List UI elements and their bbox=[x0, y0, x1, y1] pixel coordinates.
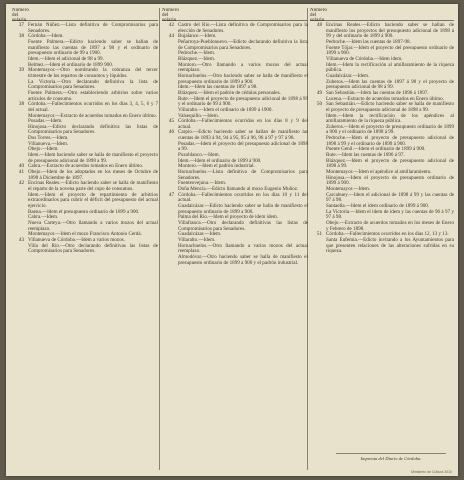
list-item bbox=[310, 23, 454, 40]
entry-text: Encinas Reales.—Edicto haciendo saber se halla de manifiesto el reparto de la novena parte del cupo de consumos. bbox=[28, 180, 158, 193]
entry-text: Hornachuelos.—Lista definitiva de Compromisarios para Senadores. bbox=[178, 169, 308, 181]
entry-text: Fernán Núñez.—Lista definitiva de Compromisarios para Senadores. bbox=[28, 22, 158, 34]
entry-text: Idem.—Idem la rectificación de los apéndices al amillaramiento de la riqueza pública. bbox=[326, 112, 454, 125]
entry-text: Carcabuey.—Idem el adicional de 1898 á 99 y las cuentas de 97 á 98. bbox=[326, 191, 454, 204]
column-header: Número del solario bbox=[162, 8, 308, 21]
entry-text: Montemayor.—Otro nombrando la cobranza del tercer trimestre de los repartos de consumos y líquidos. bbox=[28, 67, 158, 79]
entries-list bbox=[12, 23, 158, 255]
issue-number: 39 bbox=[18, 67, 24, 74]
entry-text: Dos Torres.—Idem. bbox=[28, 135, 69, 142]
entry-text: Blázquez.—Idem. bbox=[178, 55, 216, 62]
entry-text: Córdoba.—Idem. bbox=[28, 33, 64, 40]
printer-imprint: Imprenta del Diario de Córdoba. bbox=[336, 453, 446, 461]
issue-number: 38 bbox=[18, 33, 24, 40]
entry-text: Córdoba.—Fallecimientos ocurridos en los días 12, 13 y 13. bbox=[326, 231, 449, 238]
entry-text: Valsequillo.—Idem. bbox=[178, 112, 220, 119]
entry-text: Hornachuelos.—Otro llamando a varios mozos del actual reemplazo. bbox=[178, 242, 308, 255]
issue-number: 41 bbox=[18, 169, 24, 176]
entry-text: La Victoria.—Otro declarando definitiva la lista de Compromisarios para Senadores. bbox=[28, 78, 158, 91]
entry-text: Rute.—Idem las cuentas de 1896 á 97. bbox=[326, 152, 405, 159]
entry-text: Idem.—Idem la rectificación al amillaramiento de la riqueza pública. bbox=[326, 61, 454, 74]
index-column-3 bbox=[310, 8, 454, 474]
issue-number: 37 bbox=[18, 22, 24, 28]
issue-number: 42 bbox=[168, 22, 174, 28]
entry-text: Villaralto.—Idem. bbox=[178, 236, 216, 243]
column-header: Número del solario bbox=[310, 8, 454, 21]
entry-text: Doña Mencía.—Edicto llamando al mozo Eugenio Muñoz. bbox=[178, 186, 299, 193]
list-item bbox=[12, 40, 158, 57]
entries-list bbox=[310, 23, 454, 255]
entry-text: Nueva Carteya.—Otro llamando a varios mozos del actual reemplazo. bbox=[28, 219, 158, 232]
entry-text: Montemayor.—Idem el mozo Francisco Antonio Cerdá. bbox=[28, 231, 142, 238]
entry-text: Fuente Palmera.—Edicto haciendo saber se hallan de manifiesto las cuentas de 1897 a 98 y el ordinario de presupuesto ordinario de 99 a 1900. bbox=[28, 38, 158, 57]
entry-text: Obejo.—Extracto de acuerdos tomados en los meses de Enero y Febrero de 1898. bbox=[326, 219, 454, 232]
entry-text: Cabra.—Idem. bbox=[28, 214, 59, 221]
entry-text: Guadalcázar.—Idem. bbox=[326, 72, 370, 79]
entry-text: Idem.—Idem haciendo saber se halla de manifiesto el proyecto de presupuesto adicional de 1898 a 99. bbox=[28, 152, 158, 164]
issue-number: 47 bbox=[168, 191, 174, 198]
index-column-1 bbox=[12, 8, 158, 474]
entry-text: Hinojosa.—Edicto declarando definitiva las listas de Compromisarios para Senadores. bbox=[28, 123, 158, 136]
list-item bbox=[162, 255, 308, 266]
entries-list bbox=[162, 23, 308, 266]
issue-number: 44 bbox=[168, 33, 174, 40]
entry-text: Peñarroya-Pueblonuevo.—Edicto declarando definitiva la lista de Compromisarios para Senadores. bbox=[178, 38, 308, 51]
entry-text: Montoro.—Idem el padrón industrial. bbox=[178, 163, 255, 170]
entry-text: Zuheros.—Idem las cuentas de 1897 á 98 y el proyecto de presupuesto adicional de 98 á 99. bbox=[326, 78, 454, 91]
entry-text: San Sebastián.—Idem las cuentas de 1896 á 1897. bbox=[326, 89, 429, 96]
entry-text: Montemayor.—Idem. bbox=[326, 186, 371, 193]
entry-text: Córdoba.—Fallecimientos ocurridos en los días 10 y 11 del actual. bbox=[178, 191, 308, 204]
entry-text: Pedroche.—Idem. bbox=[178, 50, 216, 57]
entry-text: Idem.—Idem el adicional de 98 a 99. bbox=[28, 55, 104, 62]
entry-text: Montemayor.—Idem el apéndice al amillaramiento. bbox=[326, 169, 432, 176]
entry-text: Guadalcázar.—Edicto haciendo saber se halla de manifiesto el presupuesto ordinario de 1899 a 900. bbox=[178, 203, 308, 215]
entry-text: La Victoria.—Idem el idem de idem y las cuentas de 96 á 97 y 97 á 98. bbox=[326, 208, 454, 221]
archive-stamp: Ministerio de Cultura 2010 bbox=[411, 470, 452, 474]
entry-text: Montemayor.—Extracto de acuerdos tomados en Enero último. bbox=[28, 112, 158, 119]
entry-text: Córdoba.—Fallecimientos ocurridos en los días 3, 4, 5, 6 y 7 del actual. bbox=[28, 101, 158, 113]
issue-number: 45 bbox=[168, 118, 174, 125]
entry-text: Pedroche.—Idem el proyecto de presupuesto adicional de 1898 á 99 y el ordinario de 1899 á 900. bbox=[326, 135, 454, 147]
entry-text: Fuenteovejuna.—Idem. bbox=[178, 180, 227, 187]
issue-number: 46 bbox=[168, 129, 174, 136]
issue-number: 50 bbox=[316, 101, 322, 108]
list-item bbox=[12, 244, 158, 255]
entry-text: Córdoba.—Fallecimientos ocurridos en los días 8 y 9 del actual. bbox=[178, 118, 308, 130]
entry-text: Villafranca.—Otro declarando definitivas las listas de Compromisarios para Senadores. bbox=[178, 219, 308, 232]
entry-text: Pedroche.—Idem las cuentas de 1897-98. bbox=[326, 38, 411, 45]
entry-text: Almodóvar.—Otro haciendo saber se halla de manifiesto el presupuesto ordinario de 1899 a 900 y el padrón industrial. bbox=[178, 253, 308, 266]
list-item bbox=[12, 193, 158, 210]
entry-text: Rute.—Idem el proyecto de presupuesto adicional de 1898 á 99 y el ordinario de 99 á 900. bbox=[178, 95, 308, 108]
entry-text: Santaella.—Idem el idem ordinario de 1899 á 900. bbox=[326, 203, 430, 209]
issue-number: 49 bbox=[316, 89, 322, 96]
entry-text: Encinas Reales.—Edicto haciendo saber se hallan de manifiesto los proyectos del presupuesto adicional de 1898 á 99 y del ordinario de 1899 á 900. bbox=[326, 22, 454, 40]
entry-text: Guadalcázar.—Idem. bbox=[178, 231, 222, 238]
entry-text: Villaralto.—Idem el ordinario de 1899 á 1900. bbox=[178, 106, 273, 113]
entry-text: Zuheros.—Idem el proyecto de presupuesto ordinario de 1899 a 900 y el ordinario de 1898 á 99. bbox=[326, 123, 454, 136]
issue-number: 38 bbox=[18, 101, 24, 108]
entry-text: Fuente Palmera.—Otro estableciendo arbitrios sobre varios artículos de consumo. bbox=[28, 89, 158, 102]
issue-number: 43 bbox=[18, 236, 24, 243]
issue-number: 42 bbox=[18, 180, 24, 187]
list-item bbox=[310, 238, 454, 255]
entry-text: Obejo.—Idem. bbox=[28, 146, 59, 153]
entry-text: Cabra.—Extracto de acuerdos tomados en Enero último. bbox=[28, 163, 144, 170]
entry-text: Fuente Tójar.—Idem el proyecto del presupuesto ordinario de 1899 a 900. bbox=[326, 44, 454, 57]
entry-text: Idem.—Idem el proyecto de repartimiento de arbitrios extraordinarios para cubrir el déficit del presupuesto del actual ejercicio. bbox=[28, 191, 158, 209]
entry-text: Castro del Río.—Lista definitiva de Compromisarios para la elección de Senadores. bbox=[178, 22, 308, 34]
column-header: Número del solario bbox=[12, 8, 158, 21]
entry-text: Baena.—Idem el presupuesto ordinario de 1899 a 900. bbox=[28, 208, 140, 215]
entry-text: Pozoblanco.—Idem. bbox=[178, 152, 220, 159]
entry-text: Bujalance.—Idem. bbox=[178, 33, 217, 40]
entry-text: Carpio.—Edicto haciendo saber se hallan de manifiesto las cuentas de 1893 á 94, 94 á 95, 95 á 96, 96 á 97 y 97 á 98. bbox=[178, 129, 308, 142]
entry-text: Belmez.—Idem el ordinario de 1899 900. bbox=[28, 61, 114, 68]
entry-text: Posadas.—Idem el proyecto del presupuesto adicional de 1898 a 99. bbox=[178, 140, 308, 153]
entry-text: Idem.—Idem las cuentas de 1897 a 98. bbox=[178, 84, 258, 91]
column-rule bbox=[159, 8, 160, 470]
issue-number: 40 bbox=[18, 163, 24, 170]
entry-text: Villanueva de Córdoba.—Idem a varios mozos. bbox=[28, 236, 125, 243]
entry-text: Posadas.—Idem. bbox=[28, 118, 63, 125]
entry-text: Santa Eufemia.—Edicto invitando a los Ayuntamientos para que presenten relaciones de las alteraciones sufridas en su riqueza. bbox=[326, 236, 454, 255]
entry-text: Hornachuelos.—Otro haciendo saber se halla de manifiesto el presupuesto ordinario de 1899 a 900. bbox=[178, 72, 308, 85]
entry-text: Villanueva de Córdoba.—Idem idem. bbox=[326, 55, 403, 62]
entry-text: Villanueva.—Idem. bbox=[28, 140, 69, 147]
entry-text: Idem.—Idem el ordinario de 1899 á 900. bbox=[178, 157, 262, 164]
entry-text: Blázquez.—Idem el proyecto de presupuesto adicional de 1898 á 99. bbox=[326, 157, 454, 170]
entry-text: Lucena.—Extracto de acuerdos tomados en Enero último. bbox=[326, 95, 444, 102]
entry-text: Hinojosa.—Idem el proyecto de presupuesto ordinario de 1899 á 900. bbox=[326, 174, 454, 187]
entry-text: Puente Genil.—Idem el ordinario de 1899 á 900. bbox=[326, 146, 426, 153]
entry-text: Blázquez.—Idem el padrón de cédulas personales. bbox=[178, 89, 281, 96]
entry-text: Montoro.—Otro llamando a varios mozos del actual reemplazo. bbox=[178, 61, 308, 74]
entry-text: Obejo.—Idem de los adoptados en los meses de Octubre de 1898 á Diciembre de 1897. bbox=[28, 169, 158, 181]
index-column-2 bbox=[162, 8, 308, 474]
entry-text: San Sebastián.—Edicto haciendo saber se halla de manifiesto el proyecto de presupuesto adicional de 1898 a 99. bbox=[326, 101, 454, 113]
issue-number: 51 bbox=[316, 231, 322, 238]
entry-text: Villa del Río.—Otro declarando definitivas las listas de Compromisarios para Senadores. bbox=[28, 242, 158, 255]
issue-number: 48 bbox=[316, 22, 322, 28]
newspaper-page bbox=[6, 4, 458, 476]
entry-text: Palma del Río.—Idem el proyecto de idem idem. bbox=[178, 214, 279, 221]
